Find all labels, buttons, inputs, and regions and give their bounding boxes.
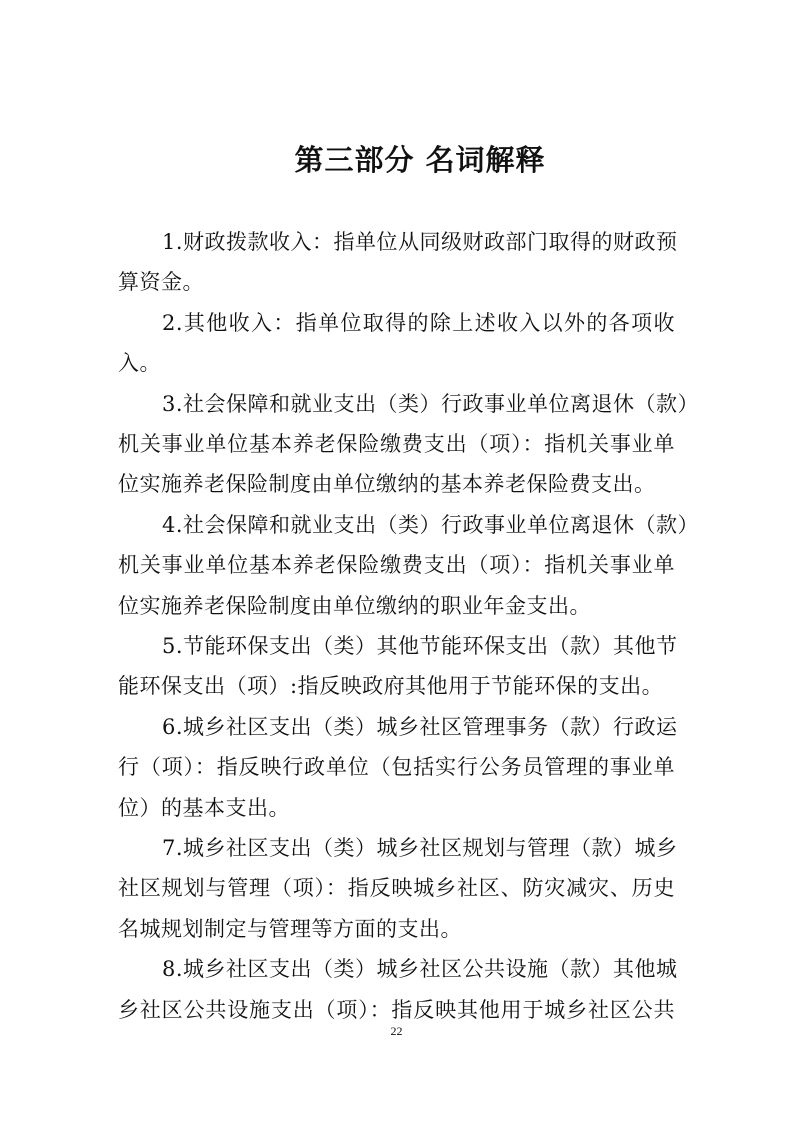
page-title: 第三部分 名词解释 — [294, 143, 546, 177]
paragraph-7-line: 名城规划制定与管理等方面的支出。 — [118, 916, 462, 941]
paragraph-2-line: 入。 — [118, 351, 161, 376]
paragraph-5-line: 能环保支出（项）:指反映政府其他用于节能环保的支出。 — [118, 674, 664, 699]
paragraph-3-line: 位实施养老保险制度由单位缴纳的基本养老保险费支出。 — [118, 472, 656, 497]
paragraph-7-line: 社区规划与管理（项）：指反映城乡社区、防灾减灾、历史 — [118, 876, 675, 901]
paragraph-8-line: 8.城乡社区支出（类）城乡社区公共设施（款）其他城 — [162, 957, 678, 982]
paragraph-3-line: 3.社会保障和就业支出（类）行政事业单位离退休（款） — [162, 391, 700, 416]
paragraph-1-line: 1.财政拨款收入：指单位从同级财政部门取得的财政预 — [162, 230, 678, 254]
paragraph-6-line: 6.城乡社区支出（类）城乡社区管理事务（款）行政运 — [162, 714, 678, 739]
paragraph-5-line: 5.节能环保支出（类）其他节能环保支出（款）其他节 — [162, 634, 678, 658]
paragraph-4-line: 位实施养老保险制度由单位缴纳的职业年金支出。 — [118, 593, 591, 618]
paragraph-4-line: 机关事业单位基本养老保险缴费支出（项）：指机关事业单 — [118, 553, 675, 578]
paragraph-4-line: 4.社会保障和就业支出（类）行政事业单位离退休（款） — [162, 512, 700, 537]
paragraph-2-line: 2.其他收入：指单位取得的除上述收入以外的各项收 — [162, 310, 675, 335]
paragraph-1-line: 算资金。 — [118, 270, 204, 295]
paragraph-7-line: 7.城乡社区支出（类）城乡社区规划与管理（款）城乡 — [162, 836, 678, 860]
page-number: 22 — [390, 1024, 403, 1038]
paragraph-8-line: 乡社区公共设施支出（项）：指反映其他用于城乡社区公共 — [118, 997, 675, 1022]
paragraph-6-line: 位）的基本支出。 — [118, 795, 290, 820]
paragraph-3-line: 机关事业单位基本养老保险缴费支出（项）：指机关事业单 — [118, 432, 675, 456]
paragraph-6-line: 行（项）：指反映行政单位（包括实行公务员管理的事业单 — [118, 755, 675, 780]
